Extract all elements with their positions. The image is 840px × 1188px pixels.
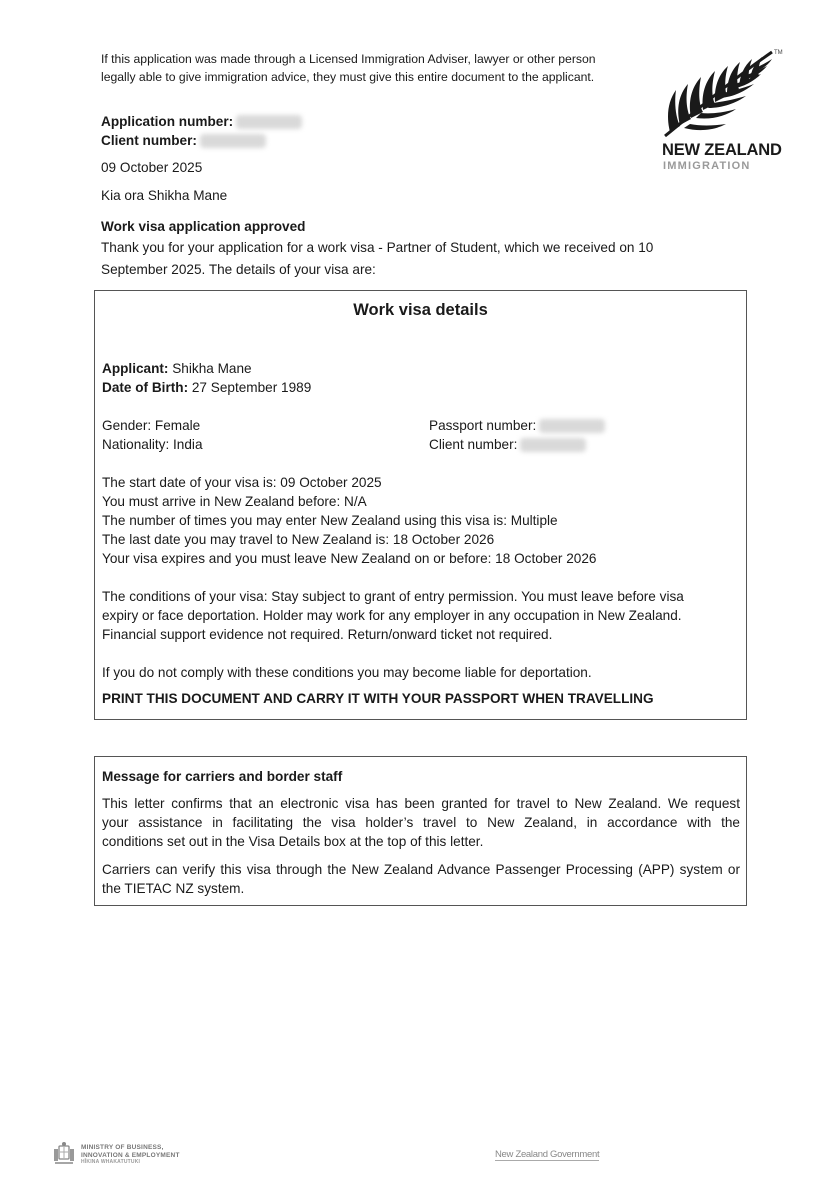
- carriers-line: This letter confirms that an electronic visa has been granted for travel to New Zealand. We request: [102, 796, 740, 811]
- client-number-label: Client number:: [101, 133, 197, 148]
- redacted-application-number: [236, 115, 302, 129]
- print-notice: PRINT THIS DOCUMENT AND CARRY IT WITH YOUR PASSPORT WHEN TRAVELLING: [102, 691, 654, 706]
- visa-detail-line: The last date you may travel to New Zealand is: 18 October 2026: [102, 532, 495, 547]
- dob-value: 27 September 1989: [188, 380, 312, 395]
- redacted-passport-number: [539, 419, 605, 433]
- intro-line-2: September 2025. The details of your visa are:: [101, 262, 376, 277]
- silver-fern-icon: [660, 46, 785, 138]
- mbie-line-2: INNOVATION & EMPLOYMENT: [81, 1151, 180, 1159]
- coat-of-arms-icon: [52, 1141, 76, 1167]
- notice-line-1: If this application was made through a Licensed Immigration Adviser, lawyer or other person: [101, 52, 596, 66]
- carriers-paragraph-1: [102, 794, 740, 851]
- visa-detail-line: Your visa expires and you must leave New Zealand on or before: 18 October 2026: [102, 551, 597, 566]
- passport-number-label: Passport number:: [429, 418, 537, 433]
- applicant-row: [102, 359, 252, 378]
- nationality: Nationality: India: [102, 437, 203, 452]
- application-number-row: [101, 112, 302, 131]
- carriers-paragraph-2: [102, 860, 740, 898]
- carriers-line: conditions set out in the Visa Details box at the top of this letter.: [102, 834, 484, 849]
- letter-date: 09 October 2025: [101, 160, 203, 175]
- trademark-symbol: TM: [774, 50, 783, 56]
- carriers-heading: Message for carriers and border staff: [102, 769, 343, 784]
- visa-detail-line: The number of times you may enter New Zealand using this visa is: Multiple: [102, 513, 558, 528]
- mbie-line-3: HĪKINA WHAKATUTUKI: [81, 1159, 141, 1165]
- dob-row: [102, 378, 311, 397]
- client-number-row: [101, 131, 266, 150]
- notice-line-2: legally able to give immigration advice, they must give this entire document to the applicant.: [101, 70, 595, 84]
- box-client-number-row: [429, 435, 586, 454]
- adviser-notice: [101, 50, 596, 86]
- carriers-message-box: [94, 756, 747, 906]
- carriers-line: Carriers can verify this visa through the New Zealand Advance Passenger Processing (APP) system or: [102, 862, 740, 877]
- nz-government-logo: New Zealand Government: [495, 1149, 600, 1160]
- visa-dates-block: [102, 473, 596, 568]
- carriers-line: your assistance in facilitating the visa holder’s travel to New Zealand, in accordance with the: [102, 815, 740, 830]
- mbie-text: [81, 1144, 180, 1167]
- visa-details-title: Work visa details: [353, 301, 488, 319]
- intro-line-1: Thank you for your application for a work visa - Partner of Student, which we received on 10: [101, 240, 654, 255]
- applicant-value: Shikha Mane: [168, 361, 252, 376]
- logo-name-line2: IMMIGRATION: [663, 160, 751, 172]
- conditions-line: Financial support evidence not required. Return/onward ticket not required.: [102, 627, 553, 642]
- applicant-label: Applicant:: [102, 361, 169, 376]
- nz-immigration-logo: [660, 46, 785, 176]
- box-client-number-label: Client number:: [429, 437, 518, 452]
- greeting: Kia ora Shikha Mane: [101, 188, 228, 203]
- intro-paragraph: [101, 237, 653, 281]
- conditions-line: The conditions of your visa: Stay subject to grant of entry permission. You must leave before visa: [102, 589, 684, 604]
- approval-heading: Work visa application approved: [101, 219, 306, 234]
- application-number-label: Application number:: [101, 114, 234, 129]
- visa-detail-line: The start date of your visa is: 09 October 2025: [102, 475, 382, 490]
- deportation-warning: If you do not comply with these conditions you may become liable for deportation.: [102, 665, 592, 680]
- visa-detail-line: You must arrive in New Zealand before: N/A: [102, 494, 367, 509]
- gender: Gender: Female: [102, 418, 201, 433]
- dob-label: Date of Birth:: [102, 380, 189, 395]
- redacted-box-client-number: [520, 438, 586, 452]
- conditions-line: expiry or face deportation. Holder may work for any employer in any occupation in New Zealand.: [102, 608, 682, 623]
- passport-number-row: [429, 416, 605, 435]
- redacted-client-number: [200, 134, 266, 148]
- visa-details-box: [94, 290, 747, 720]
- logo-name-line1: NEW ZEALAND: [662, 141, 782, 159]
- mbie-line-1: MINISTRY OF BUSINESS,: [81, 1144, 164, 1151]
- visa-conditions-block: [102, 587, 684, 644]
- carriers-line: the TIETAC NZ system.: [102, 881, 245, 896]
